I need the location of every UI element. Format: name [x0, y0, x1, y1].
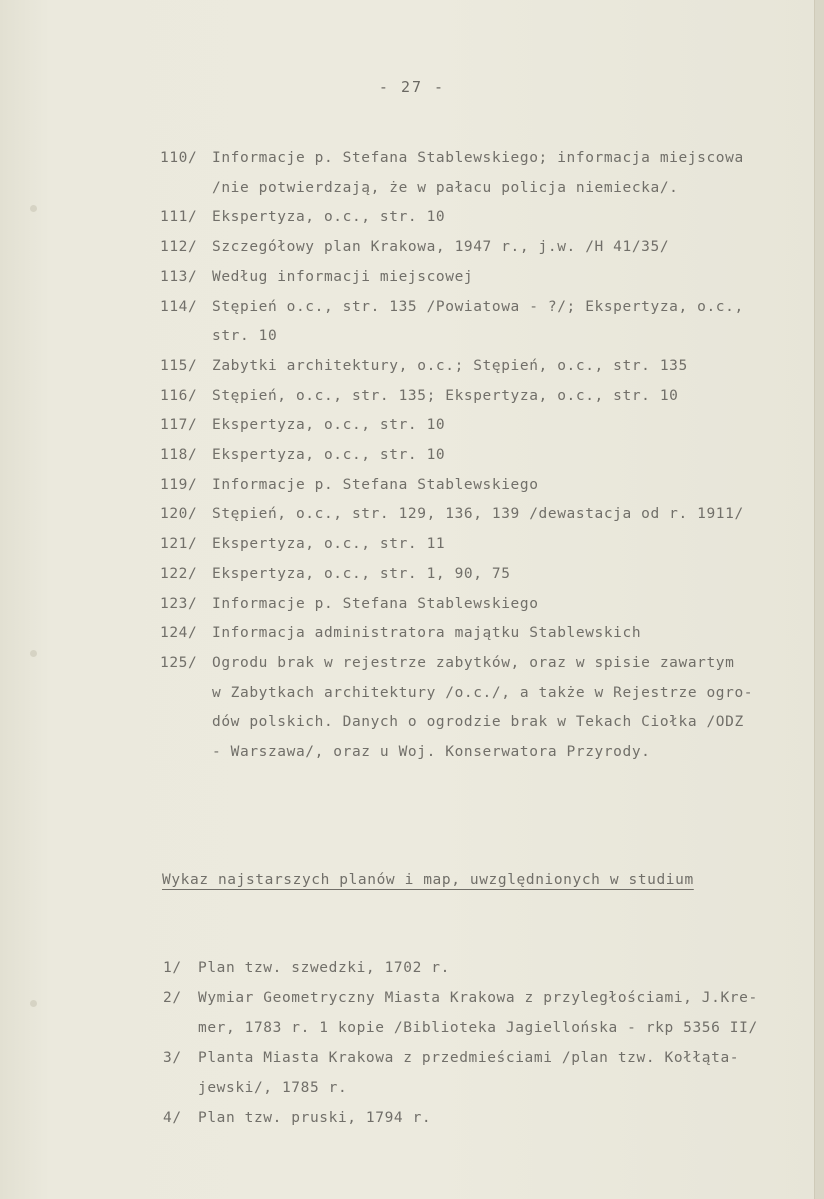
- plan-item-number: 1/: [163, 960, 182, 976]
- plan-item-text: jewski/, 1785 r.: [198, 1080, 348, 1096]
- punch-hole: [30, 650, 37, 657]
- plan-item-number: 4/: [163, 1110, 182, 1126]
- footnote-text: Ekspertyza, o.c., str. 11: [212, 536, 446, 553]
- footnote-number: 119/: [160, 476, 198, 493]
- footnote-text: Informacje p. Stefana Stablewskiego; informacja miejscowa: [212, 150, 744, 166]
- footnote-number: 122/: [160, 565, 198, 582]
- footnote-text: Ekspertyza, o.c., str. 10: [212, 209, 446, 226]
- footnote-number: 110/: [160, 150, 198, 166]
- footnote-text: Stępień, o.c., str. 135; Ekspertyza, o.c., str. 10: [212, 387, 679, 404]
- footnote-text: Ogrodu brak w rejestrze zabytków, oraz w spisie zawartym: [212, 654, 735, 671]
- footnote-text: Stępień, o.c., str. 129, 136, 139 /dewastacja od r. 1911/: [212, 506, 744, 523]
- footnote-number: 115/: [160, 357, 198, 374]
- page-number: - 27 -: [378, 78, 446, 96]
- page-edge: [814, 0, 824, 1199]
- footnote-text: Informacje p. Stefana Stablewskiego: [212, 595, 539, 612]
- footnote-text: Szczegółowy plan Krakowa, 1947 r., j.w. /H 41/35/: [212, 239, 670, 256]
- footnote-text: w Zabytkach architektury /o.c./, a także w Rejestrze ogro-: [212, 684, 754, 701]
- plan-item-text: Wymiar Geometryczny Miasta Krakowa z przyległościami, J.Kre-: [198, 990, 758, 1006]
- plan-item-text: Planta Miasta Krakowa z przedmieściami /plan tzw. Kołłąta-: [198, 1050, 740, 1066]
- footnote-number: 112/: [160, 239, 198, 256]
- footnote-text: Stępień o.c., str. 135 /Powiatowa - ?/; Ekspertyza, o.c.,: [212, 298, 744, 315]
- plan-item-number: 2/: [163, 990, 182, 1006]
- footnote-text: Ekspertyza, o.c., str. 1, 90, 75: [212, 565, 511, 582]
- footnote-number: 113/: [160, 268, 198, 285]
- footnote-number: 123/: [160, 595, 198, 612]
- footnote-number: 111/: [160, 209, 198, 226]
- section-heading: Wykaz najstarszych planów i map, uwzględnionych w studium: [162, 872, 694, 888]
- plan-item-text: mer, 1783 r. 1 kopie /Biblioteka Jagiellońska - rkp 5356 II/: [198, 1020, 758, 1036]
- footnote-text: Ekspertyza, o.c., str. 10: [212, 447, 446, 463]
- footnote-number: 125/: [160, 654, 198, 671]
- punch-hole: [30, 1000, 37, 1007]
- punch-hole: [30, 205, 37, 212]
- footnote-number: 124/: [160, 625, 198, 642]
- plan-item-number: 3/: [163, 1050, 182, 1066]
- footnote-text: str. 10: [212, 328, 278, 345]
- footnote-text: - Warszawa/, oraz u Woj. Konserwatora Przyrody.: [212, 744, 651, 760]
- footnote-text: Informacje p. Stefana Stablewskiego: [212, 476, 539, 493]
- footnote-number: 118/: [160, 447, 198, 463]
- footnote-text: /nie potwierdzają, że w pałacu policja niemiecka/.: [212, 179, 679, 196]
- footnote-text: Informacja administratora majątku Stablewskich: [212, 625, 642, 642]
- plan-item-text: Plan tzw. pruski, 1794 r.: [198, 1110, 432, 1126]
- footnote-number: 116/: [160, 387, 198, 404]
- footnote-text: Ekspertyza, o.c., str. 10: [212, 417, 446, 434]
- footnote-text: Zabytki architektury, o.c.; Stępień, o.c., str. 135: [212, 357, 688, 374]
- footnote-number: 121/: [160, 536, 198, 553]
- footnote-text: Według informacji miejscowej: [212, 268, 474, 285]
- plan-item-text: Plan tzw. szwedzki, 1702 r.: [198, 960, 450, 976]
- footnote-number: 120/: [160, 506, 198, 523]
- footnote-number: 117/: [160, 417, 198, 434]
- footnote-number: 114/: [160, 298, 198, 315]
- footnote-text: dów polskich. Danych o ogrodzie brak w Tekach Ciołka /ODZ: [212, 714, 744, 731]
